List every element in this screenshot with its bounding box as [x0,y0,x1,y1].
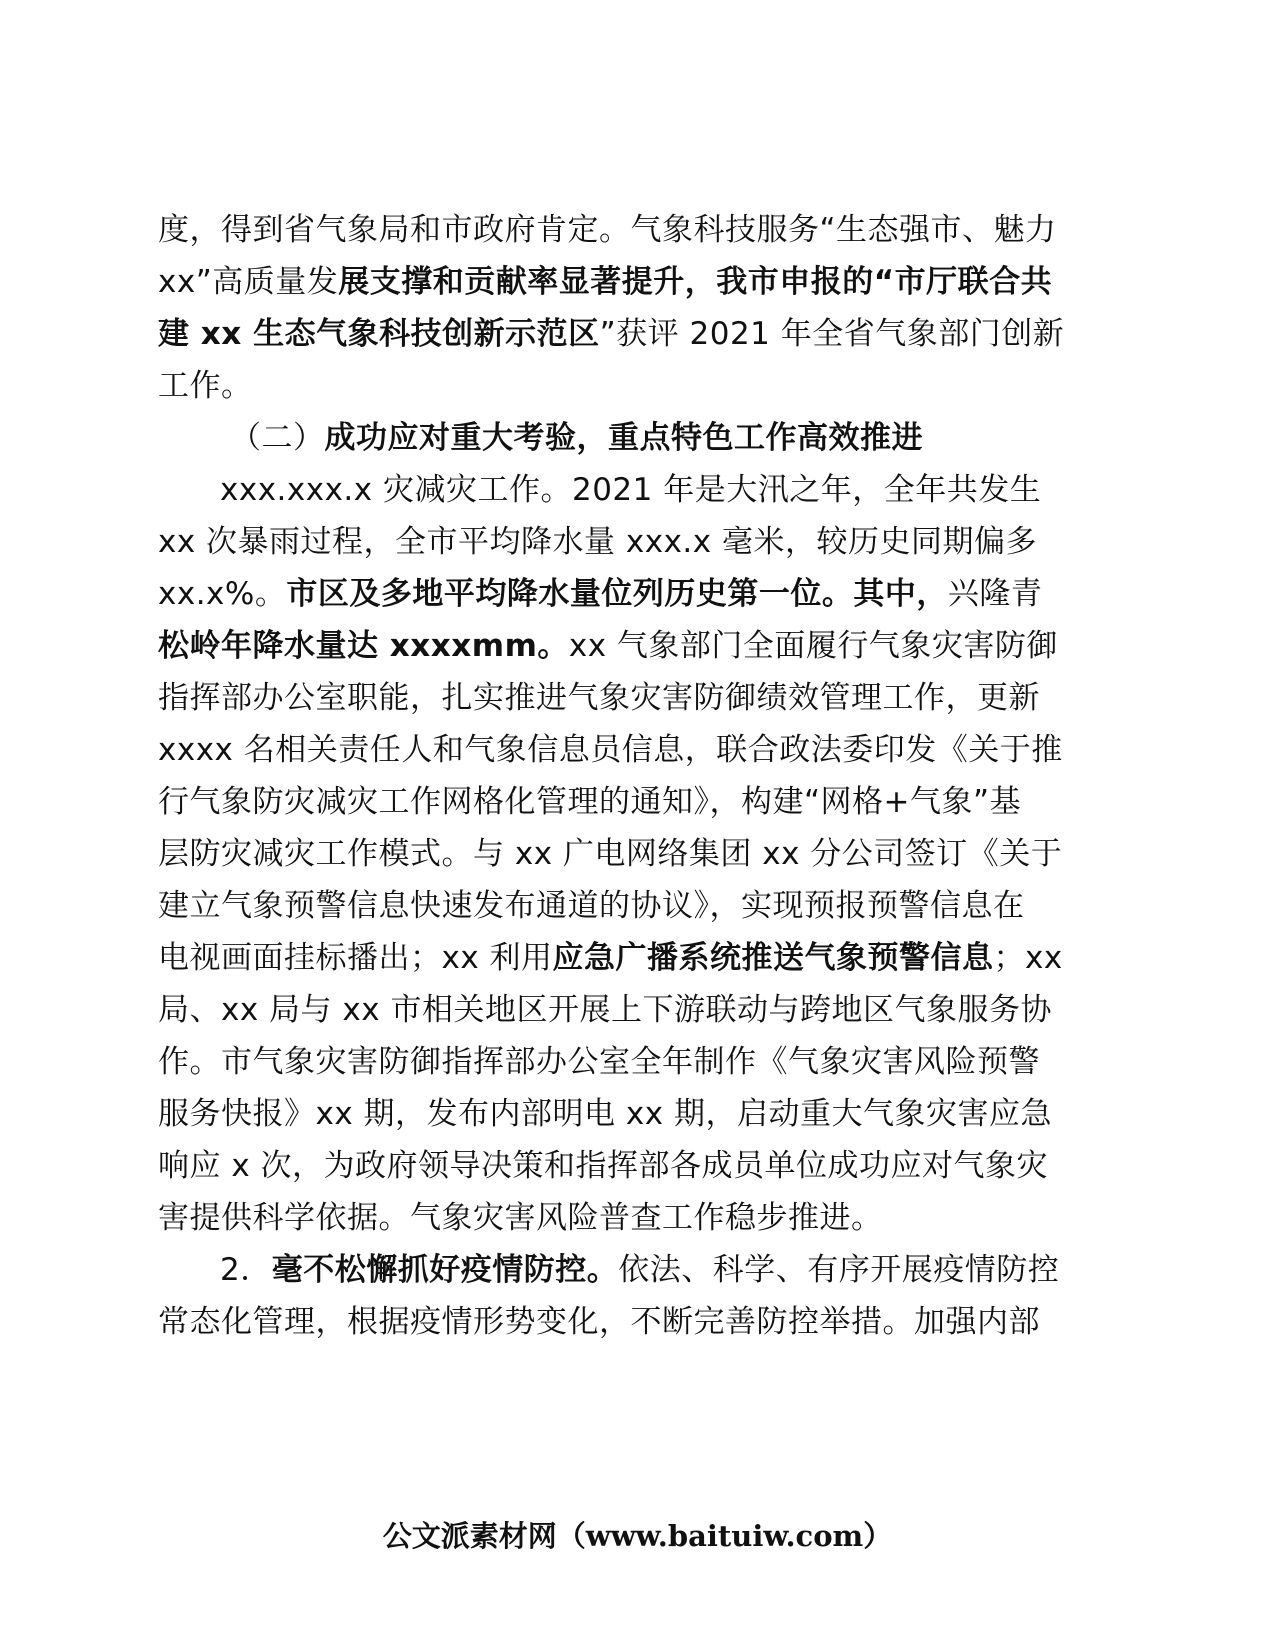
text-segment: （二） [230,420,325,456]
text-segment: 度，得到省气象局和市政府肯定。气象科技服务“生态强市、魅力 [158,212,1057,248]
text-segment: 层防灾减灾工作模式。与 xx 广电网络集团 xx 分公司签订《关于 [158,836,1063,872]
text-segment: xxxx 名相关责任人和气象信息员信息，联合政法委印发《关于推 [158,732,1063,768]
text-segment: ”获评 2021 年全省气象部门创新 [599,316,1065,352]
text-line-l22 [158,1296,1068,1348]
document-body [158,204,1068,1348]
text-segment: 依法、科学、有序开展疫情防控 [618,1252,1060,1288]
text-segment: 兴隆青 [947,576,1043,612]
text-line-l2 [158,256,1068,308]
text-line-l9 [158,620,1068,672]
text-segment: xx 次暴雨过程，全市平均降水量 xxx.x 毫米，较历史同期偏多 [158,524,1037,560]
text-segment: 2． [220,1252,272,1288]
text-line-l14 [158,880,1068,932]
footer-watermark: 公文派素材网（www.baituiw.com） [382,1519,893,1553]
text-line-l18 [158,1088,1068,1140]
text-line-l12 [158,776,1068,828]
text-line-l7 [158,516,1068,568]
text-segment: xxx.xxx.x 灾减灾工作。2021 年是大汛之年，全年共发生 [220,472,1042,508]
text-line-l5 [158,412,1068,464]
text-line-l19 [158,1140,1068,1192]
text-line-l21 [158,1244,1068,1296]
text-segment: 局、xx 局与 xx 市相关地区开展上下游联动与跨地区气象服务协 [158,992,1052,1028]
text-segment: 害提供科学依据。气象灾害风险普查工作稳步推进。 [158,1200,883,1236]
text-line-l8 [158,568,1068,620]
text-segment: 作。市气象灾害防御指挥部办公室全年制作《气象灾害风险预警 [158,1044,1040,1080]
bold-text-segment: 毫不松懈抓好疫情防控。 [271,1252,619,1288]
bold-text-segment: 建 xx 生态气象科技创新示范区 [158,316,600,352]
text-line-l10 [158,672,1068,724]
bold-text-segment: 展支撑和贡献率显著提升，我市申报的“市厅联合共 [338,264,1053,300]
text-segment: xx”高质量发 [158,264,339,300]
text-line-l15 [158,932,1068,984]
text-segment: 指挥部办公室职能，扎实推进气象灾害防御绩效管理工作，更新 [158,680,1040,716]
text-segment: 工作。 [158,368,253,404]
text-segment: 电视画面挂标播出；xx 利用 [158,940,553,976]
text-line-l3 [158,308,1068,360]
text-line-l16 [158,984,1068,1036]
text-segment: ；xx [993,940,1063,976]
text-line-l17 [158,1036,1068,1088]
bold-text-segment: 应急广播系统推送气象预警信息 [552,940,994,976]
text-segment: xx.x%。 [158,576,287,612]
text-line-l13 [158,828,1068,880]
text-segment: 常态化管理，根据疫情形势变化，不断完善防控举措。加强内部 [158,1304,1040,1340]
text-line-l20 [158,1192,1068,1244]
bold-text-segment: 市区及多地平均降水量位列历史第一位。其中， [286,576,948,612]
text-line-l11 [158,724,1068,776]
text-line-l4 [158,360,1068,412]
bold-text-segment: 松岭年降水量达 xxxxmm。 [158,628,569,664]
text-line-l6 [158,464,1068,516]
text-segment: 服务快报》xx 期，发布内部明电 xx 期，启动重大气象灾害应急 [158,1096,1052,1132]
bold-text-segment: 成功应对重大考验，重点特色工作高效推进 [324,420,923,456]
text-segment: xx 气象部门全面履行气象灾害防御 [568,628,1058,664]
text-line-l1 [158,204,1068,256]
text-segment: 响应 x 次，为政府领导决策和指挥部各成员单位成功应对气象灾 [158,1148,1049,1184]
text-segment: 建立气象预警信息快速发布通道的协议》，实现预报预警信息在 [158,888,1025,924]
text-segment: 行气象防灾减灾工作网格化管理的通知》，构建“网格+气象”基 [158,784,1022,820]
